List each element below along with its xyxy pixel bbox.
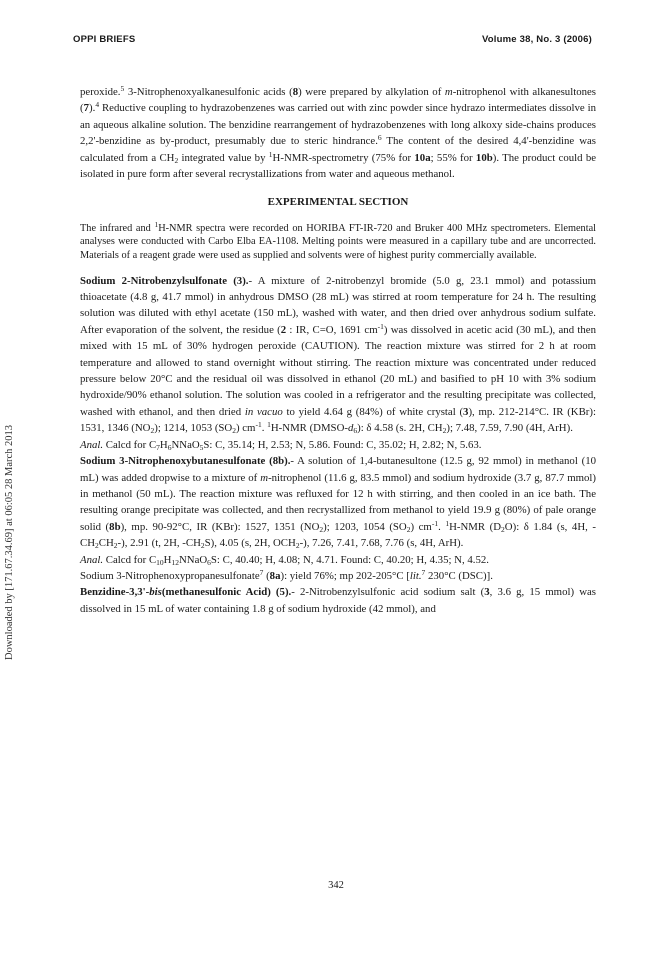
running-header-volume: Volume 38, No. 3 (2006) — [481, 34, 592, 45]
running-header-journal: OPPI BRIEFS — [73, 34, 136, 45]
compound-heading: Sodium 2-Nitrobenzylsulfonate (3). — [80, 274, 249, 287]
paragraph-compound-8a: Sodium 3-Nitrophenoxypropanesulfonate$^7$ (8a): yield 76%; mp 202-205°C [lit.$^7$ 230°C (DSC)]. — [80, 567, 493, 582]
paragraph-intro-continued: peroxide.$^5$ 3-Nitrophenoxyalkanesulfonic acids (8) were prepared by alkylation of m-nitrophenol with alkanesultones (7).$^4$ Reductive coupling to hydrazobenzenes was carried out with zinc powder since hydrazo intermediates dissolve in an aqueous alkaline solution. The benzidine rearrangement of hydrazobenzenes with long alkoxy side-chains produces 2,2'-benzidine as by-product, presumably due to steric hindrance.$^6$ The content of the desired 4,4'-benzidine was calculated from a $CH_2$ integrated value by $^1$H-NMR-spectrometry (75% for 10a; 55% for 10b). The product could be isolated in pure form after several recrystallizations from water and aqueous methanol. — [80, 84, 597, 181]
paragraph-compound-5: Benzidine-3,3'-bis(methanesulfonic Acid) (5).- 2-Nitrobenzylsulfonic acid sodium salt (3, 3.6 g, 15 mmol) was dissolved in 15 mL of water containing 1.8 g of sodium hydroxide (42 mmol), and — [80, 586, 596, 615]
paragraph-compound-8b: Sodium 3-Nitrophenoxybutanesulfonate (8b).- A solution of 1,4-butanesultone (12.5 g, 92 mmol) in methanol (10 mL) was added dropwise to a mixture of m-nitrophenol (11.6 g, 83.5 mmol) and sodium hydroxide (3.7 g, 87.7 mmol) in methanol (50 mL). The reaction mixture was refluxed for 12 h with stirring, and then cooled in an ice bath. The resulting orange precipitate was collected, and then recrystallized from methanol to yield 19.9 g (80%) of pale orange solid (8b), mp. 90-92°C, IR (KBr): 1527, 1351 $(NO_2)$; 1203, 1054 $(SO_2)$ $cm^{-1}$. $^1$H-NMR $(D_2O)$: δ 1.84 (s, 4H, $-CH_2CH_2-$), 2.91 (t, 2H, $-CH_2S$), 4.05 (s, 2H, $OCH_2-$), 7.26, 7.41, 7.68, 7.76 (s, 4H, ArH). — [80, 455, 596, 551]
analysis-compound-3: Anal. Calcd for $C_7H_6NNaO_5S$: C, 35.14; H, 2.53; N, 5.86. Found: C, 35.02; H, 2.82; N, 5.63. — [80, 438, 482, 452]
download-watermark — [4, 160, 16, 660]
paragraph-compound-3: Sodium 2-Nitrobenzylsulfonate (3).- A mixture of 2-nitrobenzyl bromide (5.0 g, 23.1 mmol) and potassium thioacetate (4.8 g, 41.7 mmol) in anhydrous DMSO (28 mL) was stirred at room temperature for 24 h. The resulting solution was diluted with ethyl acetate (150 mL), washed with water, and then dried over anhydrous sodium sulfate. After evaporation of the solvent, the residue (2 : IR, C=O, 1691 $cm^{-1}$) was dissolved in acetic acid (30 mL), and then mixed with 15 mL of 30% hydrogen peroxide (CAUTION). The reaction mixture was stirred for 2 h at room temperature and allowed to stand overnight without stirring. The reaction mixture was concentrated under reduced pressure below 20°C and the residual oil was dissolved in ethanol (20 mL) and basified to pH 10 with 3% sodium hydroxide/90% ethanol solution. The solution was cooled in a refrigerator and the resulting precipitate was collected, washed with ethanol, and then dried in vacuo to yield 4.64 g (84%) of white crystal (3), mp. 212-214°C. IR (KBr): 1531, 1346 $(NO_2)$; 1214, 1053 $(SO_2)$ $cm^{-1}$. $^1$H-NMR $(DMSO-d_6)$: δ 4.58 (s. 2H, $CH_2$); 7.48, 7.59, 7.90 (4H, ArH). — [80, 274, 596, 436]
download-watermark-text: Downloaded by [171.67.34.69] at 06:05 28 March 2013 — [4, 424, 15, 660]
page-number: 342 — [328, 880, 344, 891]
compound-heading: Benzidine-3,3'-bis(methanesulfonic Acid) (5). — [80, 586, 292, 599]
section-title: EXPERIMENTAL SECTION — [267, 196, 409, 209]
analysis-compound-8b: Anal. Calcd for $C_{10}H_{12}NNaO_6S$: C, 40.40; H, 4.08; N, 4.71. Found: C, 40.20; H, 4.35; N, 4.52. — [80, 553, 489, 567]
compound-heading: Sodium 3-Nitrophenoxybutanesulfonate (8b). — [80, 455, 291, 468]
paragraph-general-methods: The infrared and $^1$H-NMR spectra were recorded on HORIBA FT-IR-720 and Bruker 400 MHz spectrometers. Elemental analyses were conducted with Carbo Elba EA-1108. Melting points were measured in a capillary tube and are uncorrected. Materials of a reagent grade were used as supplied and solvents were of highest purity commercially available. — [80, 219, 597, 262]
page-body — [80, 84, 596, 617]
